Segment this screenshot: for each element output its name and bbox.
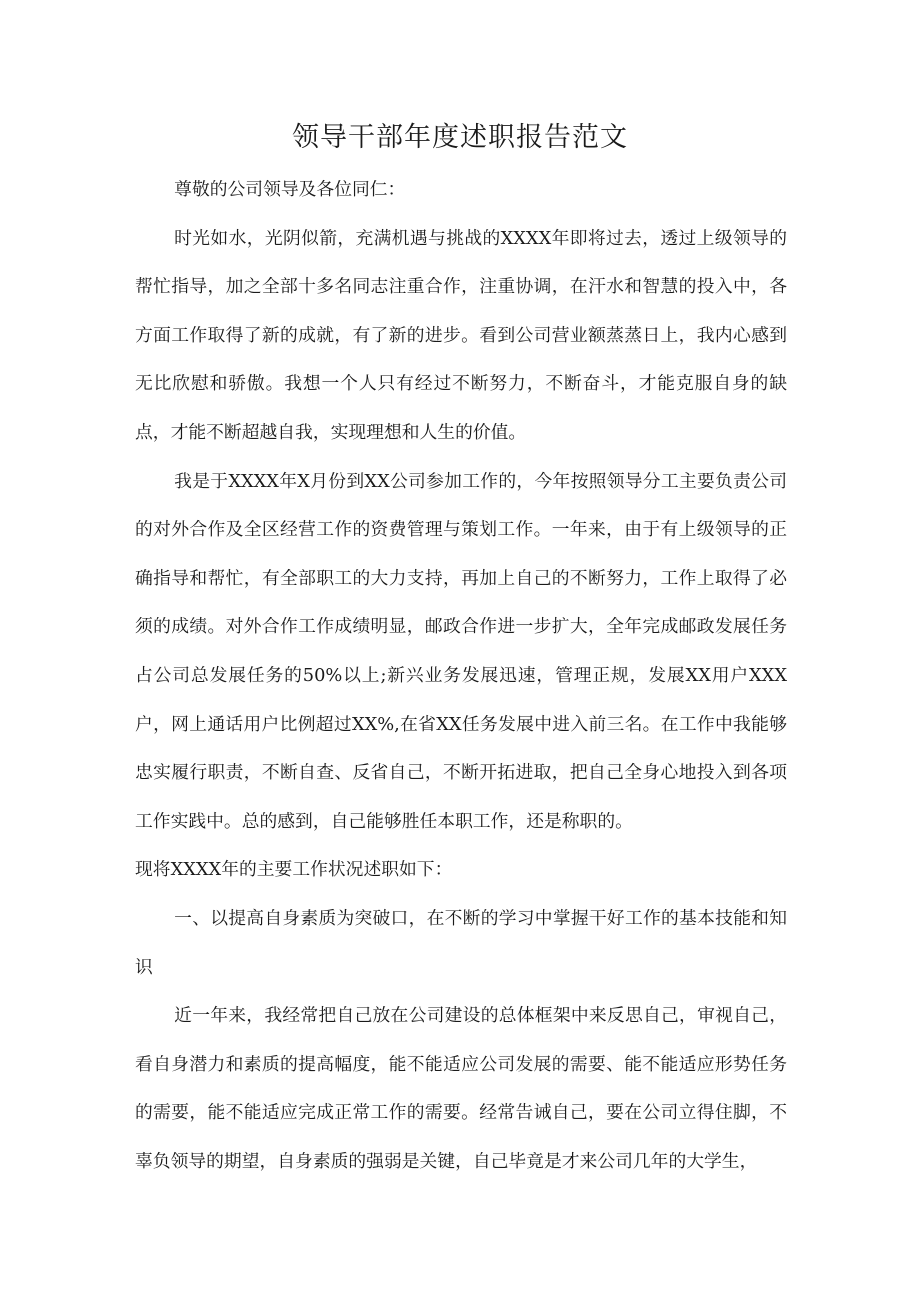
- document-body: [135, 166, 787, 1186]
- paragraph-summary-line: 现将XXXX年的主要工作状况述职如下：: [135, 859, 453, 881]
- greeting: 尊敬的公司领导及各位同仁：: [174, 179, 406, 200]
- paragraph-self-reflection: 近一年来，我经常把自己放在公司建设的总体框架中来反思自己，审视自己，看自身潜力和素质的提高幅度，能不能适应公司发展的需要、能不能适应形势任务的需要，能不能适应完成正常工作的需要。经常告诫自己，要在公司立得住脚，不辜负领导的期望，自身素质的强弱是关键，自己毕竟是才来公司几年的大学生，: [135, 1005, 787, 1172]
- paragraph-work-summary: 我是于XXXX年X月份到XX公司参加工作的，今年按照领导分工主要负责公司的对外合作及全区经营工作的资费管理与策划工作。一年来，由于有上级领导的正确指导和帮忙，有全部职工的大力支持，再加上自己的不断努力，工作上取得了必须的成绩。对外合作工作成绩明显，邮政合作进一步扩大，全年完成邮政发展任务占公司总发展任务的50%以上;新兴业务发展迅速，管理正规，发展XX用户XXX户，网上通话用户比例超过XX%,在省XX任务发展中进入前三名。在工作中我能够忠实履行职责，不断自查、反省自己，不断开拓进取，把自己全身心地投入到各项工作实践中。总的感到，自己能够胜任本职工作，还是称职的。: [135, 470, 787, 832]
- paragraph-intro: 时光如水，光阴似箭，充满机遇与挑战的XXXX年即将过去，透过上级领导的帮忙指导，加之全部十多名同志注重合作，注重协调，在汗水和智慧的投入中，各方面工作取得了新的成就，有了新的进步。看到公司营业额蒸蒸日上，我内心感到无比欣慰和骄傲。我想一个人只有经过不断努力，不断奋斗，才能克服自身的缺点，才能不断超越自我，实现理想和人生的价值。: [135, 227, 787, 443]
- document-title: 领导干部年度述职报告范文: [292, 122, 628, 153]
- section-heading-1: 一、以提高自身素质为突破口，在不断的学习中掌握干好工作的基本技能和知识: [135, 907, 787, 978]
